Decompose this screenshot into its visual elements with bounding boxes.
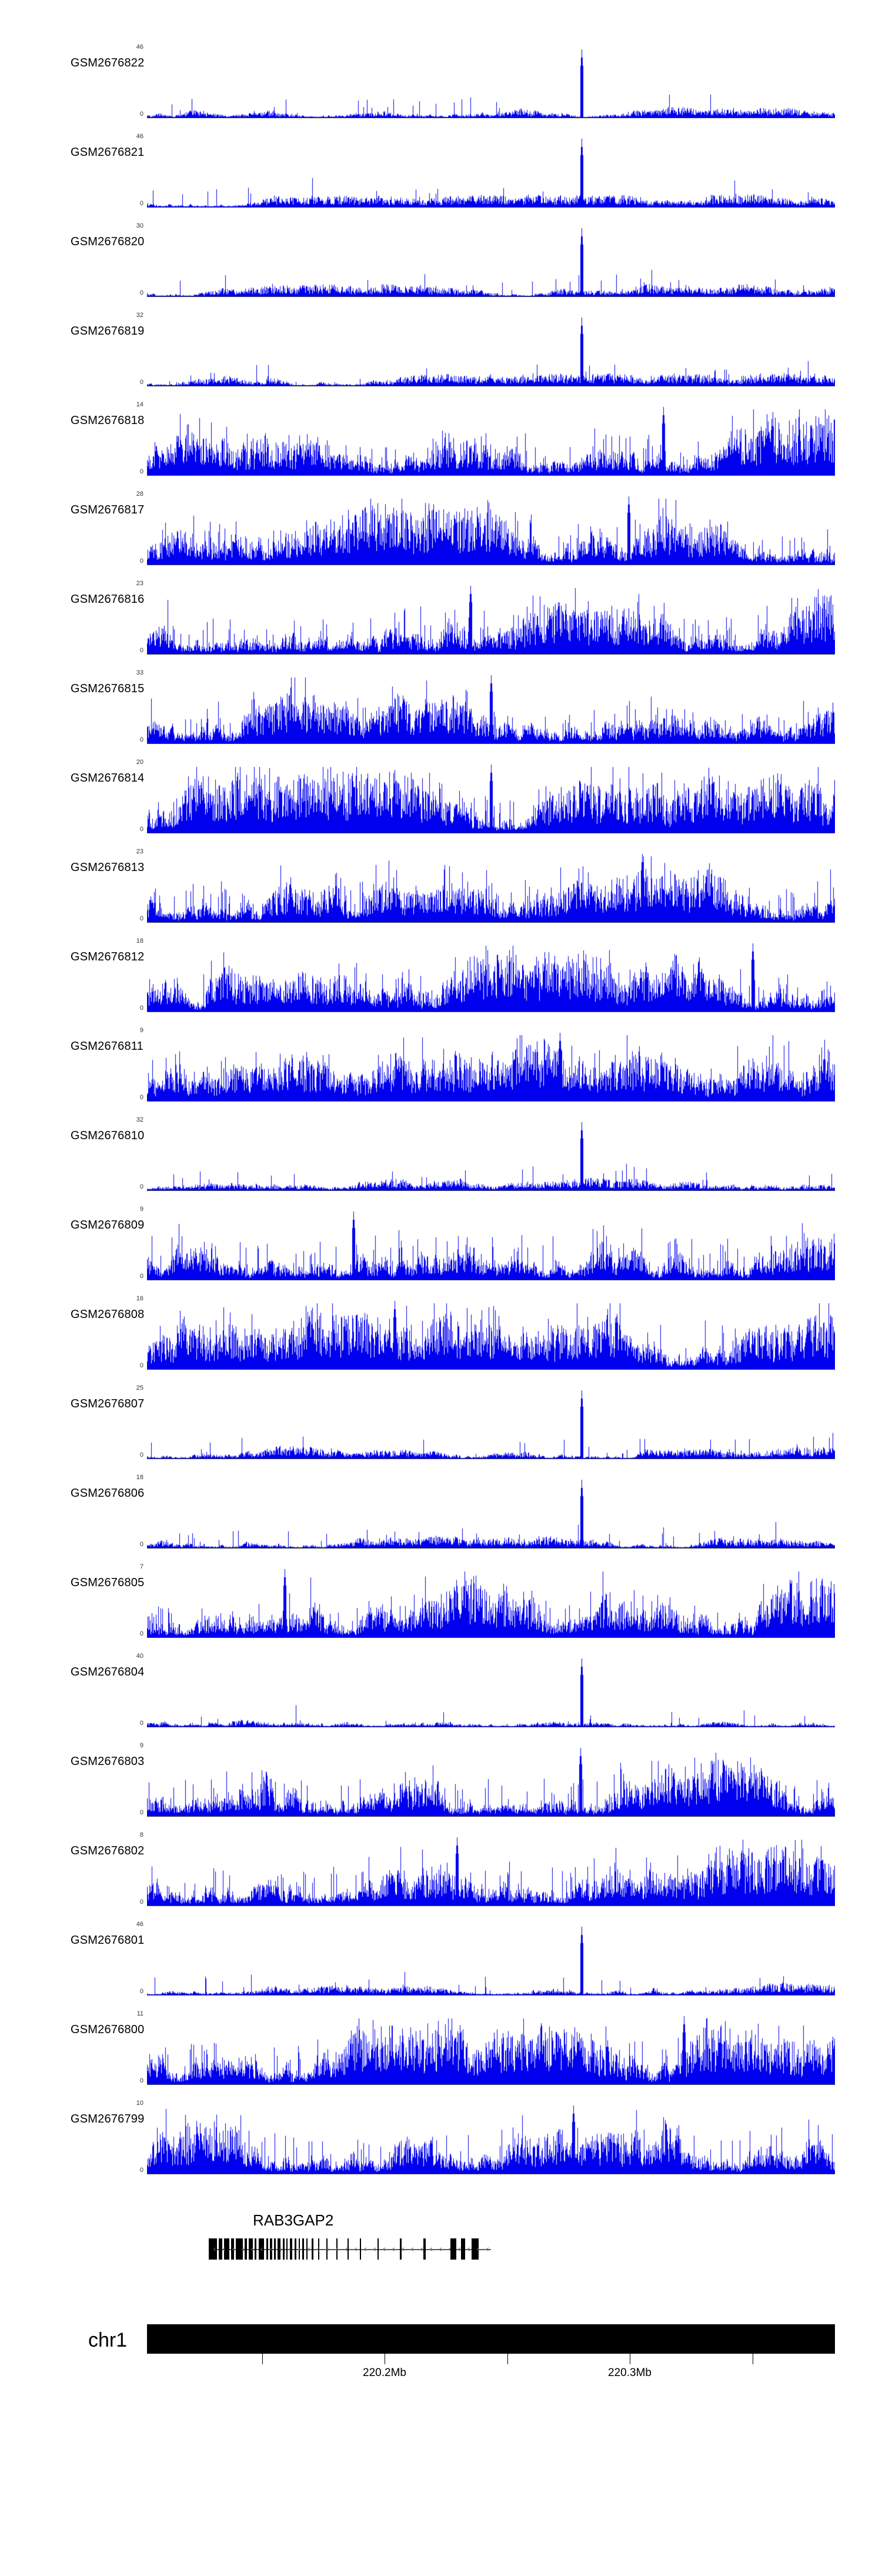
gene-strand-arrow-icon: ‹ [298,2244,301,2254]
track-signal-plot[interactable] [147,1657,835,1727]
track-axis-max: 16 [136,1295,143,1302]
axis-tick-labels [147,2367,835,2384]
track-sample-label: GSM2676806 [71,1487,145,1500]
track-sample-label: GSM2676816 [71,593,145,606]
track-signal-plot[interactable] [147,2015,835,2085]
track-axis-min: 0 [139,1451,143,1459]
track-axis-max: 23 [136,580,143,587]
signal-track [0,840,882,929]
track-axis-min: 0 [139,1988,143,1995]
gene-exon [245,2238,247,2260]
track-axis-min: 0 [139,915,143,922]
gene-exon [423,2238,426,2260]
track-sample-label: GSM2676801 [71,1934,145,1947]
track-sample-label: GSM2676822 [71,56,145,69]
signal-track [0,1287,882,1376]
gene-strand-arrow-icon: ‹ [335,2244,339,2254]
gene-exon [377,2238,379,2260]
track-signal-plot[interactable] [147,1479,835,1549]
axis-tick-label: 220.3Mb [608,2367,652,2379]
track-sample-label: GSM2676814 [71,772,145,785]
track-sample-label: GSM2676804 [71,1666,145,1679]
track-axis-min: 0 [139,826,143,833]
track-sample-label: GSM2676817 [71,503,145,516]
track-sample-label: GSM2676807 [71,1397,145,1410]
signal-track [0,303,882,393]
track-sample-label: GSM2676800 [71,2023,145,2036]
track-axis-max: 33 [136,669,143,676]
signal-track [0,1913,882,2002]
track-axis-min: 0 [139,736,143,743]
track-axis-min: 0 [139,1183,143,1190]
signal-track [0,1376,882,1466]
gene-exon [461,2238,465,2260]
track-sample-label: GSM2676811 [71,1040,143,1053]
gene-exon [302,2238,304,2260]
gene-strand-arrow-icon: ‹ [213,2244,216,2254]
gene-exon [283,2238,285,2260]
gene-strand-arrow-icon: ‹ [448,2244,452,2254]
track-axis-min: 0 [139,1094,143,1101]
track-signal-plot[interactable] [147,1121,835,1191]
gene-strand-arrow-icon: ‹ [250,2244,254,2254]
gene-exon [312,2238,313,2260]
track-axis-min: 0 [139,2077,143,2084]
gene-strand-arrow-icon: ‹ [345,2244,348,2254]
signal-track [0,929,882,1019]
track-signal-plot[interactable] [147,1389,835,1459]
track-sample-label: GSM2676821 [71,146,145,159]
gene-strand-arrow-icon: ‹ [279,2244,282,2254]
track-axis-max: 30 [136,222,143,229]
gene-exon [295,2238,296,2260]
signal-track [0,482,882,572]
track-signal-plot[interactable] [147,585,835,655]
track-sample-label: GSM2676805 [71,1576,145,1589]
axis-tick [262,2354,263,2364]
signal-track [0,1734,882,1823]
gene-strand-arrow-icon: ‹ [363,2244,367,2254]
signal-track [0,1108,882,1197]
track-axis-min: 0 [139,1898,143,1906]
gene-exon [255,2238,256,2260]
track-axis-max: 32 [136,312,143,319]
track-axis-min: 0 [139,468,143,475]
gene-strand-arrow-icon: ‹ [307,2244,310,2254]
track-sample-label: GSM2676813 [71,861,145,874]
track-axis-max: 20 [136,759,143,766]
track-axis-max: 10 [136,2100,143,2107]
track-axis-min: 0 [139,1362,143,1369]
gene-strand-arrow-icon: ‹ [429,2244,433,2254]
gene-strand-arrow-icon: ‹ [486,2244,489,2254]
track-axis-min: 0 [139,2167,143,2174]
gene-exon [360,2238,361,2260]
signal-track [0,2002,882,2091]
track-axis-min: 0 [139,1630,143,1637]
track-sample-label: GSM2676803 [71,1755,145,1768]
track-axis-max: 32 [136,1116,143,1123]
track-signal-plot[interactable] [147,1300,835,1370]
track-axis-max: 9 [139,1027,143,1034]
track-axis-min: 0 [139,111,143,118]
track-axis-min: 0 [139,1541,143,1548]
track-axis-min: 0 [139,289,143,296]
gene-strand-arrow-icon: ‹ [316,2244,320,2254]
track-sample-label: GSM2676818 [71,414,145,427]
track-axis-max: 25 [136,1384,143,1392]
track-sample-label: GSM2676810 [71,1129,145,1142]
chromosome-label: chr1 [88,2329,128,2351]
gene-strand-arrow-icon: ‹ [392,2244,395,2254]
gene-strand-arrow-icon: ‹ [410,2244,414,2254]
gene-strand-arrow-icon: ‹ [373,2244,376,2254]
gene-strand-arrow-icon: ‹ [467,2244,470,2254]
track-axis-min: 0 [139,1809,143,1816]
signal-track [0,393,882,482]
track-signal-plot[interactable] [147,406,835,476]
track-signal-plot[interactable] [147,763,835,833]
track-axis-max: 46 [136,1921,143,1928]
signal-track [0,661,882,750]
track-sample-label: GSM2676808 [71,1308,145,1321]
gene-strand-arrow-icon: ‹ [354,2244,358,2254]
axis-tick [507,2354,508,2364]
chromosome-ideogram[interactable] [147,2324,835,2354]
track-axis-max: 11 [136,2010,143,2017]
track-sample-label: GSM2676820 [71,235,145,248]
gene-strand-arrow-icon: ‹ [222,2244,226,2254]
gene-strand-arrow-icon: ‹ [420,2244,423,2254]
signal-track [0,214,882,303]
track-sample-label: GSM2676812 [71,950,145,963]
gene-strand-arrow-icon: ‹ [439,2244,442,2254]
track-sample-label: GSM2676809 [71,1219,145,1232]
track-signal-plot[interactable] [147,138,835,208]
track-axis-min: 0 [139,1273,143,1280]
track-sample-label: GSM2676799 [71,2113,145,2125]
track-axis-min: 0 [139,1720,143,1727]
track-axis-max: 28 [136,490,143,498]
track-signal-plot[interactable] [147,48,835,118]
gene-strand-arrow-icon: ‹ [232,2244,235,2254]
track-signal-plot[interactable] [147,227,835,297]
signal-track [0,1197,882,1287]
gene-strand-arrow-icon: ‹ [382,2244,386,2254]
track-axis-max: 46 [136,44,143,51]
track-axis-min: 0 [139,200,143,207]
signal-track [0,572,882,661]
track-axis-min: 0 [139,1005,143,1012]
track-axis-max: 7 [139,1563,143,1570]
signal-track [0,1644,882,1734]
track-signal-plot[interactable] [147,2104,835,2174]
gene-exon [266,2238,268,2260]
gene-exon [274,2238,276,2260]
gene-annotation-panel [0,2209,882,2297]
track-signal-plot[interactable] [147,942,835,1012]
track-axis-max: 14 [136,401,143,408]
track-axis-max: 9 [139,1742,143,1749]
track-axis-max: 18 [136,937,143,945]
gene-strand-arrow-icon: ‹ [457,2244,461,2254]
gene-strand-arrow-icon: ‹ [260,2244,263,2254]
track-signal-plot[interactable] [147,1568,835,1638]
signal-track [0,2091,882,2181]
axis-tick-label: 220.2Mb [363,2367,406,2379]
signal-track-list [0,35,882,2181]
gene-strand-arrow-icon: ‹ [288,2244,292,2254]
track-sample-label: GSM2676819 [71,325,145,338]
gene-strand-arrow-icon: ‹ [269,2244,273,2254]
track-axis-max: 23 [136,848,143,855]
track-axis-max: 8 [139,1831,143,1838]
track-signal-plot[interactable] [147,1836,835,1906]
gene-exon [286,2238,288,2260]
track-axis-max: 18 [136,1474,143,1481]
signal-track [0,1019,882,1108]
signal-track [0,1466,882,1555]
chromosome-panel [0,2311,882,2411]
gene-strand-arrow-icon: ‹ [241,2244,245,2254]
track-axis-max: 40 [136,1653,143,1660]
track-signal-plot[interactable] [147,853,835,923]
gene-name-label: RAB3GAP2 [253,2211,334,2229]
track-axis-min: 0 [139,647,143,654]
track-sample-label: GSM2676815 [71,682,145,695]
track-signal-plot[interactable] [147,495,835,565]
track-sample-label: GSM2676802 [71,1844,145,1857]
signal-track [0,125,882,214]
signal-track [0,1823,882,1913]
gene-strand-arrow-icon: ‹ [326,2244,329,2254]
track-signal-plot[interactable] [147,1747,835,1817]
track-signal-plot[interactable] [147,1926,835,1996]
track-axis-max: 9 [139,1206,143,1213]
gene-model-track[interactable] [147,2233,835,2268]
track-signal-plot[interactable] [147,1032,835,1102]
track-axis-max: 46 [136,133,143,140]
track-signal-plot[interactable] [147,316,835,386]
track-signal-plot[interactable] [147,674,835,744]
gene-strand-arrow-icon: ‹ [476,2244,480,2254]
signal-track [0,1555,882,1644]
signal-track [0,750,882,840]
track-signal-plot[interactable] [147,1210,835,1280]
track-axis-min: 0 [139,379,143,386]
track-axis-min: 0 [139,558,143,565]
gene-strand-arrow-icon: ‹ [401,2244,405,2254]
signal-track [0,35,882,125]
